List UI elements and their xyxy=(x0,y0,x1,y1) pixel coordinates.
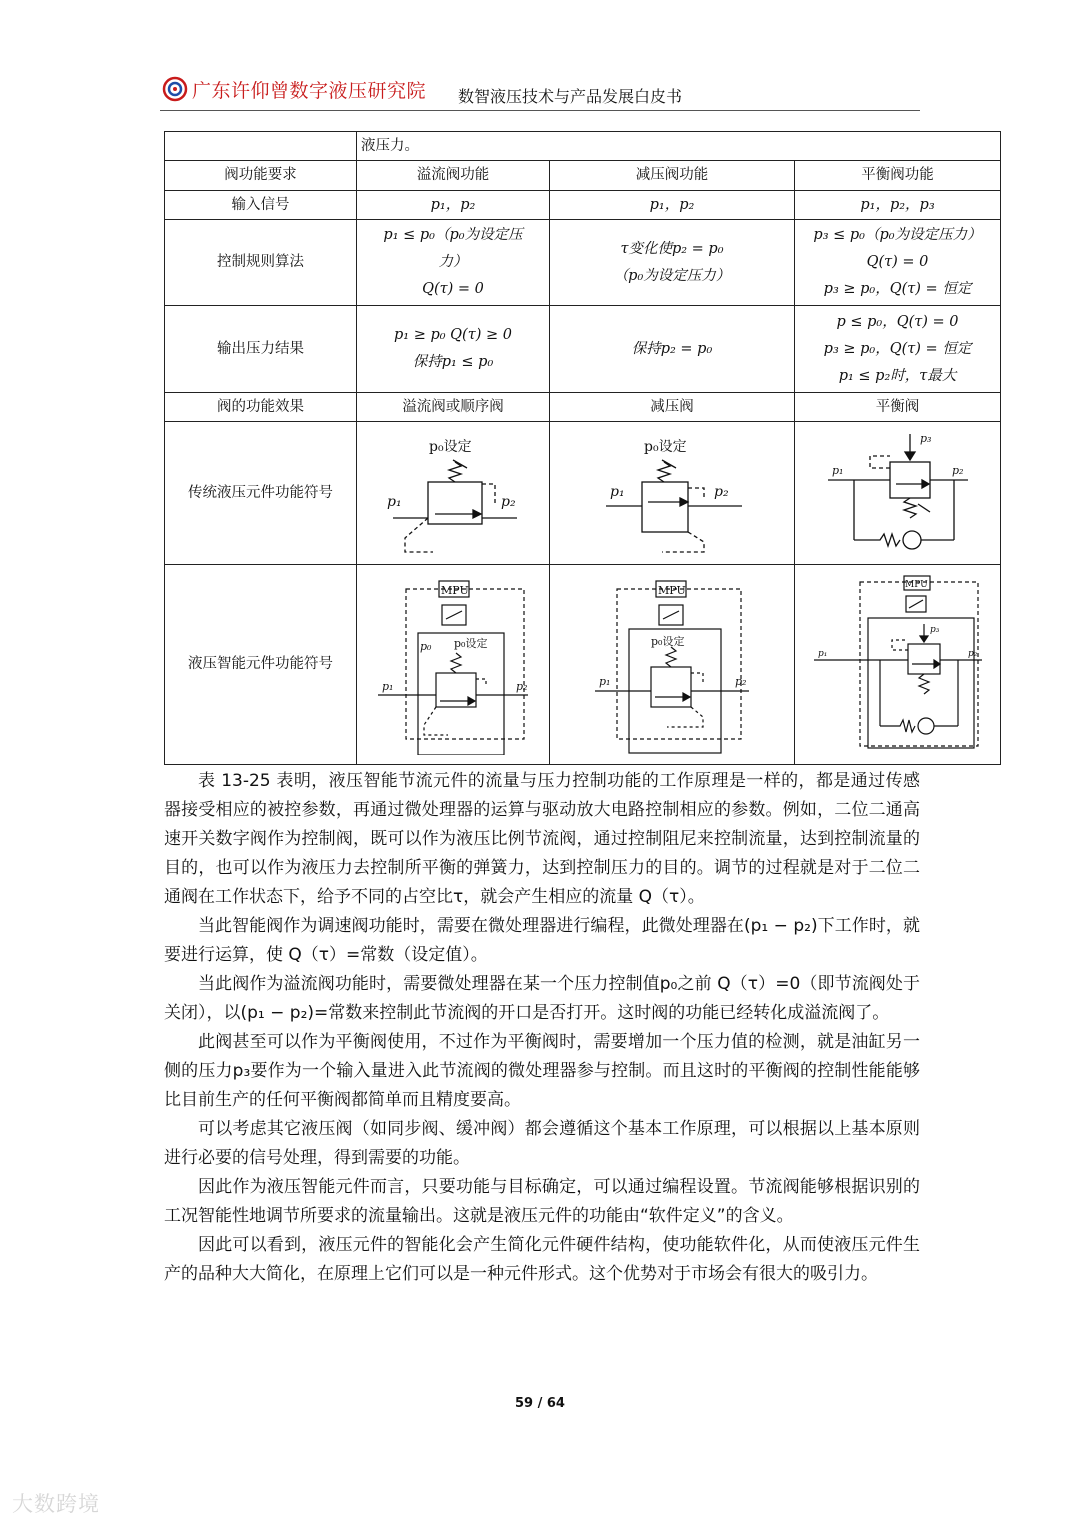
header-divider xyxy=(160,110,920,111)
svg-text:p₁: p₁ xyxy=(382,679,394,693)
document-title: 数智液压技术与产品发展白皮书 xyxy=(458,87,683,106)
smart-balance-symbol xyxy=(795,565,1001,765)
empty-cell xyxy=(165,132,357,161)
input-balance: p₁，p₂，p₃ xyxy=(795,191,1001,220)
input-reducing: p₁，p₂ xyxy=(550,191,795,220)
svg-text:MPU: MPU xyxy=(658,583,686,597)
svg-text:p₁: p₁ xyxy=(831,464,843,477)
svg-text:p₁: p₁ xyxy=(817,649,827,659)
row-label-smart: 液压智能元件功能符号 xyxy=(165,565,357,765)
row-label-output: 输出压力结果 xyxy=(165,306,357,393)
svg-text:p₂: p₂ xyxy=(516,679,528,693)
paragraph: 因此可以看到，液压元件的智能化会产生简化元件硬件结构，使功能软件化，从而使液压元件生产的品种大大简化，在原理上它们可以是一种元件形式。这个优势对于市场会有很大的吸引力。 xyxy=(164,1235,920,1284)
row-label-input: 输入信号 xyxy=(165,191,357,220)
institute-logo-icon xyxy=(162,76,188,102)
continued-text: 液压力。 xyxy=(357,132,1001,161)
svg-text:p₀设定: p₀设定 xyxy=(429,439,472,455)
effect-reducing: 减压阀 xyxy=(550,393,795,422)
traditional-relief-symbol xyxy=(357,422,550,565)
control-reducing: τ变化使p₂ = p₀ （p₀为设定压力） xyxy=(550,220,795,306)
paragraph: 此阀甚至可以作为平衡阀使用，不过作为平衡阀时，需要增加一个压力值的检测，就是油缸另一侧的压力p₃要作为一个输入量进入此节流阀的微处理器参与控制。而且这时的平衡阀的控制性能能够比目前生产的任何平衡阀都简单而且精度要高。 xyxy=(164,1032,920,1110)
control-relief: p₁ ≤ p₀（p₀为设定压 力） Q(τ) = 0 xyxy=(357,220,550,306)
svg-text:MPU: MPU xyxy=(441,583,469,597)
output-balance: p ≤ p₀，Q(τ) = 0 p₃ ≥ p₀，Q(τ) = 恒定 p₁ ≤ p₂时，τ最大 xyxy=(795,306,1001,393)
traditional-balance-symbol xyxy=(795,422,1001,565)
row-label-control: 控制规则算法 xyxy=(165,220,357,306)
header-balance: 平衡阀功能 xyxy=(795,161,1001,191)
output-relief: p₁ ≥ p₀ Q(τ) ≥ 0 保持p₁ ≤ p₀ xyxy=(357,306,550,393)
valve-function-table xyxy=(164,131,1001,765)
smart-relief-symbol xyxy=(357,565,550,765)
svg-text:p₂: p₂ xyxy=(714,484,729,500)
svg-text:p₃: p₃ xyxy=(919,432,931,445)
header-requirement: 阀功能要求 xyxy=(165,161,357,191)
svg-text:p₀: p₀ xyxy=(420,639,432,653)
effect-relief: 溢流阀或顺序阀 xyxy=(357,393,550,422)
traditional-reducing-symbol xyxy=(550,422,795,565)
smart-reducing-valve-symbol xyxy=(587,575,757,755)
smart-relief-valve-symbol xyxy=(368,575,538,755)
page-number: 59 / 64 xyxy=(515,1396,565,1411)
output-reducing: 保持p₂ = p₀ xyxy=(550,306,795,393)
balance-valve-symbol xyxy=(818,428,978,558)
smart-reducing-symbol xyxy=(550,565,795,765)
svg-text:p₀设定: p₀设定 xyxy=(651,634,685,648)
svg-text:p₁: p₁ xyxy=(599,674,611,688)
svg-text:p₂: p₂ xyxy=(951,464,963,477)
smart-balance-valve-symbol xyxy=(808,572,988,757)
header-relief: 溢流阀功能 xyxy=(357,161,550,191)
svg-text:p₀设定: p₀设定 xyxy=(644,439,687,455)
paragraph: 因此作为液压智能元件而言，只要功能与目标确定，可以通过编程设置。节流阀能够根据识别的工况智能性地调节所要求的流量输出。这就是液压元件的功能由“软件定义”的含义。 xyxy=(164,1177,920,1226)
svg-text:p₀设定: p₀设定 xyxy=(454,636,488,650)
svg-text:p₂: p₂ xyxy=(501,494,516,510)
reducing-valve-symbol xyxy=(592,428,752,558)
row-label-traditional: 传统液压元件功能符号 xyxy=(165,422,357,565)
svg-text:p₁: p₁ xyxy=(610,484,625,500)
input-relief: p₁，p₂ xyxy=(357,191,550,220)
control-balance: p₃ ≤ p₀（p₀为设定压力） Q(τ) = 0 p₃ ≥ p₀，Q(τ) = 恒定 xyxy=(795,220,1001,306)
svg-text:MPU: MPU xyxy=(904,580,928,590)
svg-text:p₂: p₂ xyxy=(967,649,977,659)
header-reducing: 减压阀功能 xyxy=(550,161,795,191)
organization-name: 广东许仰曾数字液压研究院 xyxy=(192,80,427,102)
paragraph: 当此智能阀作为调速阀功能时，需要在微处理器进行编程，此微处理器在(p₁ − p₂)下工作时，就要进行运算，使 Q（τ）=常数（设定值）。 xyxy=(164,916,920,965)
paragraph: 可以考虑其它液压阀（如同步阀、缓冲阀）都会遵循这个基本工作原理，可以根据以上基本原则进行必要的信号处理，得到需要的功能。 xyxy=(164,1119,920,1168)
paragraph: 表 13-25 表明，液压智能节流元件的流量与压力控制功能的工作原理是一样的，都是通过传感器接受相应的被控参数，再通过微处理器的运算与驱动放大电路控制相应的参数。例如，二位二通高速开关数字阀作为控制阀，既可以作为液压比例节流阀，通过控制阻尼来控制流量，达到控制流量的目的，也可以作为液压力去控制所平衡的弹簧力，达到控制压力的目的。调节的过程就是对于二位二通阀在工作状态下，给予不同的占空比τ，就会产生相应的流量 Q（τ）。 xyxy=(164,771,920,907)
svg-text:p₁: p₁ xyxy=(387,494,402,510)
svg-text:p₃: p₃ xyxy=(929,625,939,635)
row-label-effect: 阀的功能效果 xyxy=(165,393,357,422)
svg-text:p₂: p₂ xyxy=(735,674,747,688)
paragraph: 当此阀作为溢流阀功能时，需要微处理器在某一个压力控制值p₀之前 Q（τ）=0（即节流阀处于关闭），以(p₁ − p₂)=常数来控制此节流阀的开口是否打开。这时阀的功能已经转化成溢流阀了。 xyxy=(164,974,920,1023)
relief-valve-symbol xyxy=(373,428,533,558)
effect-balance: 平衡阀 xyxy=(795,393,1001,422)
watermark: 大数跨境 xyxy=(12,1492,100,1516)
page-header xyxy=(160,70,920,112)
body-text xyxy=(164,767,920,1289)
